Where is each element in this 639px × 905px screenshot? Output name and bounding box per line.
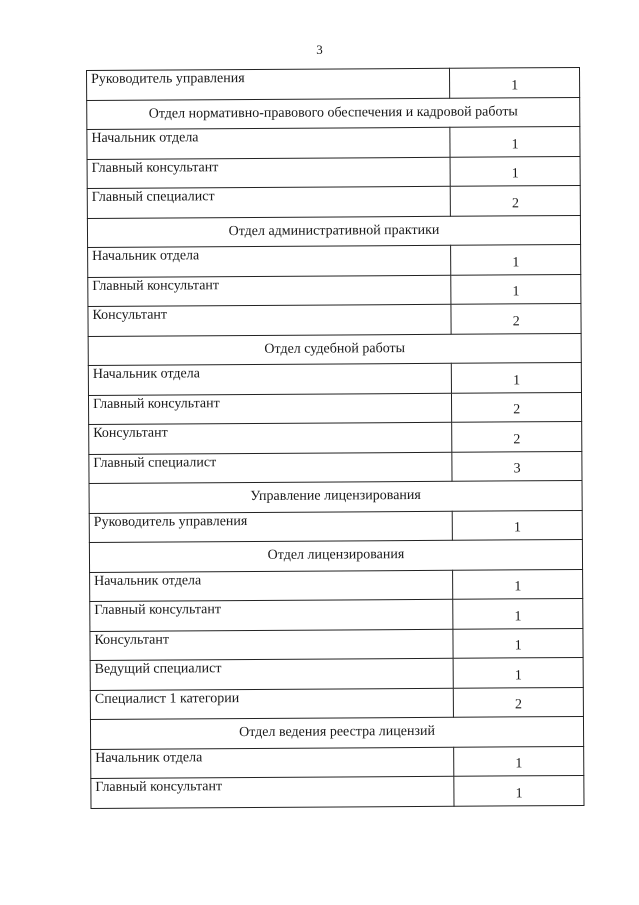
department-header-row bbox=[90, 716, 583, 749]
position-count: 1 bbox=[453, 657, 583, 687]
position-row bbox=[90, 657, 583, 690]
position-name: Главный консультант bbox=[91, 776, 454, 808]
position-row bbox=[91, 746, 584, 779]
position-count: 1 bbox=[450, 126, 580, 156]
position-row bbox=[87, 67, 580, 100]
position-row bbox=[87, 126, 580, 159]
department-header-row bbox=[89, 480, 582, 513]
position-count: 2 bbox=[450, 185, 580, 215]
position-row bbox=[91, 775, 584, 808]
position-row bbox=[90, 687, 583, 720]
position-row bbox=[88, 274, 581, 307]
position-name: Специалист 1 категории bbox=[90, 688, 453, 720]
department-header-row bbox=[87, 215, 580, 248]
position-row bbox=[88, 303, 581, 336]
position-count: 1 bbox=[454, 775, 584, 805]
page-number: 3 bbox=[316, 42, 323, 57]
position-row bbox=[88, 362, 581, 395]
position-row bbox=[89, 451, 582, 484]
staffing-table bbox=[86, 67, 585, 809]
department-name: Отдел судебной работы bbox=[88, 333, 581, 366]
position-name: Руководитель управления bbox=[89, 511, 452, 543]
position-row bbox=[90, 569, 583, 602]
position-name: Главный специалист bbox=[89, 452, 452, 484]
position-row bbox=[90, 598, 583, 631]
position-count: 1 bbox=[450, 156, 580, 186]
position-count: 1 bbox=[451, 244, 581, 274]
department-name: Управление лицензирования bbox=[89, 480, 582, 513]
position-row bbox=[89, 421, 582, 454]
position-name: Главный специалист bbox=[87, 186, 450, 218]
position-count: 2 bbox=[452, 392, 582, 422]
position-row bbox=[87, 185, 580, 218]
position-row bbox=[88, 244, 581, 277]
position-count: 1 bbox=[453, 598, 583, 628]
position-name: Начальник отдела bbox=[91, 747, 454, 779]
position-count: 2 bbox=[451, 303, 581, 333]
position-count: 1 bbox=[454, 746, 584, 776]
position-count: 1 bbox=[450, 67, 580, 97]
position-name: Главный консультант bbox=[87, 157, 450, 189]
department-name: Отдел лицензирования bbox=[89, 539, 582, 572]
position-row bbox=[87, 156, 580, 189]
position-count: 3 bbox=[452, 451, 582, 481]
department-name: Отдел нормативно-правового обеспечения и кадровой работы bbox=[87, 97, 580, 130]
position-name: Начальник отдела bbox=[88, 363, 451, 395]
position-count: 1 bbox=[451, 274, 581, 304]
position-name: Начальник отдела bbox=[88, 245, 451, 277]
position-row bbox=[90, 628, 583, 661]
department-name: Отдел ведения реестра лицензий bbox=[90, 716, 583, 749]
position-name: Главный консультант bbox=[88, 275, 451, 307]
position-name: Консультант bbox=[88, 304, 451, 336]
position-count: 1 bbox=[453, 628, 583, 658]
position-count: 2 bbox=[454, 687, 584, 717]
position-name: Руководитель управления bbox=[87, 68, 450, 100]
position-count: 2 bbox=[452, 421, 582, 451]
position-name: Главный консультант bbox=[90, 599, 453, 631]
staffing-table-body bbox=[87, 67, 584, 807]
department-header-row bbox=[87, 97, 580, 130]
department-name: Отдел административной практики bbox=[87, 215, 580, 248]
position-name: Ведущий специалист bbox=[90, 658, 453, 690]
position-row bbox=[89, 510, 582, 543]
position-row bbox=[88, 392, 581, 425]
department-header-row bbox=[88, 333, 581, 366]
position-count: 1 bbox=[452, 362, 582, 392]
position-name: Начальник отдела bbox=[87, 127, 450, 159]
position-count: 1 bbox=[452, 510, 582, 540]
position-name: Главный консультант bbox=[88, 393, 451, 425]
position-name: Консультант bbox=[90, 629, 453, 661]
department-header-row bbox=[89, 539, 582, 572]
position-name: Начальник отдела bbox=[90, 570, 453, 602]
position-name: Консультант bbox=[89, 422, 452, 454]
position-count: 1 bbox=[453, 569, 583, 599]
